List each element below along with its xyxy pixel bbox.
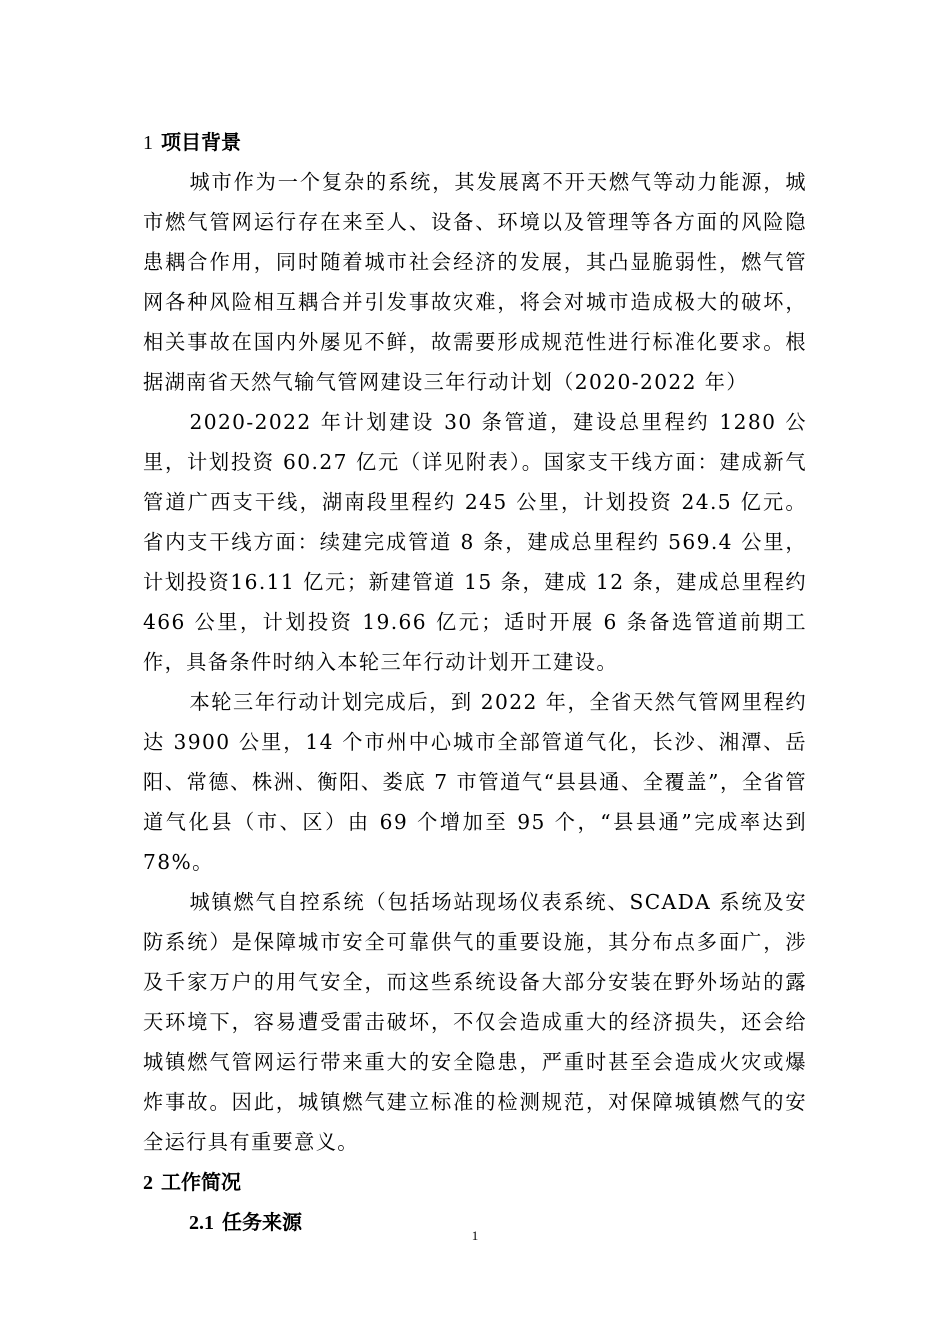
subsection-title: 任务来源 [222,1210,302,1234]
section-heading-1 [143,122,807,162]
page-number: 1 [471,1228,479,1243]
section-title: 工作简况 [161,1170,241,1194]
document-page [143,122,807,1242]
section-number: 1 [143,132,153,154]
paragraph-background: 城市作为一个复杂的系统，其发展离不开天燃气等动力能源，城市燃气管网运行存在来至人、设备、环境以及管理等各方面的风险隐患耦合作用，同时随着城市社会经济的发展，其凸显脆弱性，燃气管网各种风险相互耦合并引发事故灾难，将会对城市造成极大的破坏，相关事故在国内外屡见不鲜，故需要形成规范性进行标准化要求。根据湖南省天然气输气管网建设三年行动计划（2020-2022 年） [143,170,807,394]
section-heading-2 [143,1162,807,1202]
section-number: 2 [143,1172,153,1194]
paragraph-plan-outcomes: 本轮三年行动计划完成后，到 2022 年，全省天然气管网里程约达 3900 公里，14 个市州中心城市全部管道气化，长沙、湘潭、岳阳、常德、株洲、衡阳、娄底 7 市管道气“县县通、全覆盖”，全省管道气化县（市、区）由 69 个增加至 95 个，“县县通”完成率达到 78%。 [143,690,807,874]
paragraph-control-systems: 城镇燃气自控系统（包括场站现场仪表系统、SCADA 系统及安防系统）是保障城市安全可靠供气的重要设施，其分布点多面广，涉及千家万户的用气安全，而这些系统设备大部分安装在野外场站的露天环境下，容易遭受雷击破坏，不仅会造成重大的经济损失，还会给城镇燃气管网运行带来重大的安全隐患，严重时甚至会造成火灾或爆炸事故。因此，城镇燃气建立标准的检测规范，对保障城镇燃气的安全运行具有重要意义。 [143,890,807,1154]
section-title: 项目背景 [161,130,241,154]
paragraph-construction-plan: 2020-2022 年计划建设 30 条管道，建设总里程约 1280 公里，计划投资 60.27 亿元（详见附表）。国家支干线方面：建成新气管道广西支干线，湖南段里程约 245 公里，计划投资 24.5 亿元。省内支干线方面：续建完成管道 8 条，建成总里程约 569.4 公里，计划投资16.11 亿元；新建管道 15 条，建成 12 条，建成总里程约 466 公里，计划投资 19.66 亿元；适时开展 6 条备选管道前期工作，具备条件时纳入本轮三年行动计划开工建设。 [143,410,807,674]
subsection-number: 2.1 [189,1212,214,1234]
